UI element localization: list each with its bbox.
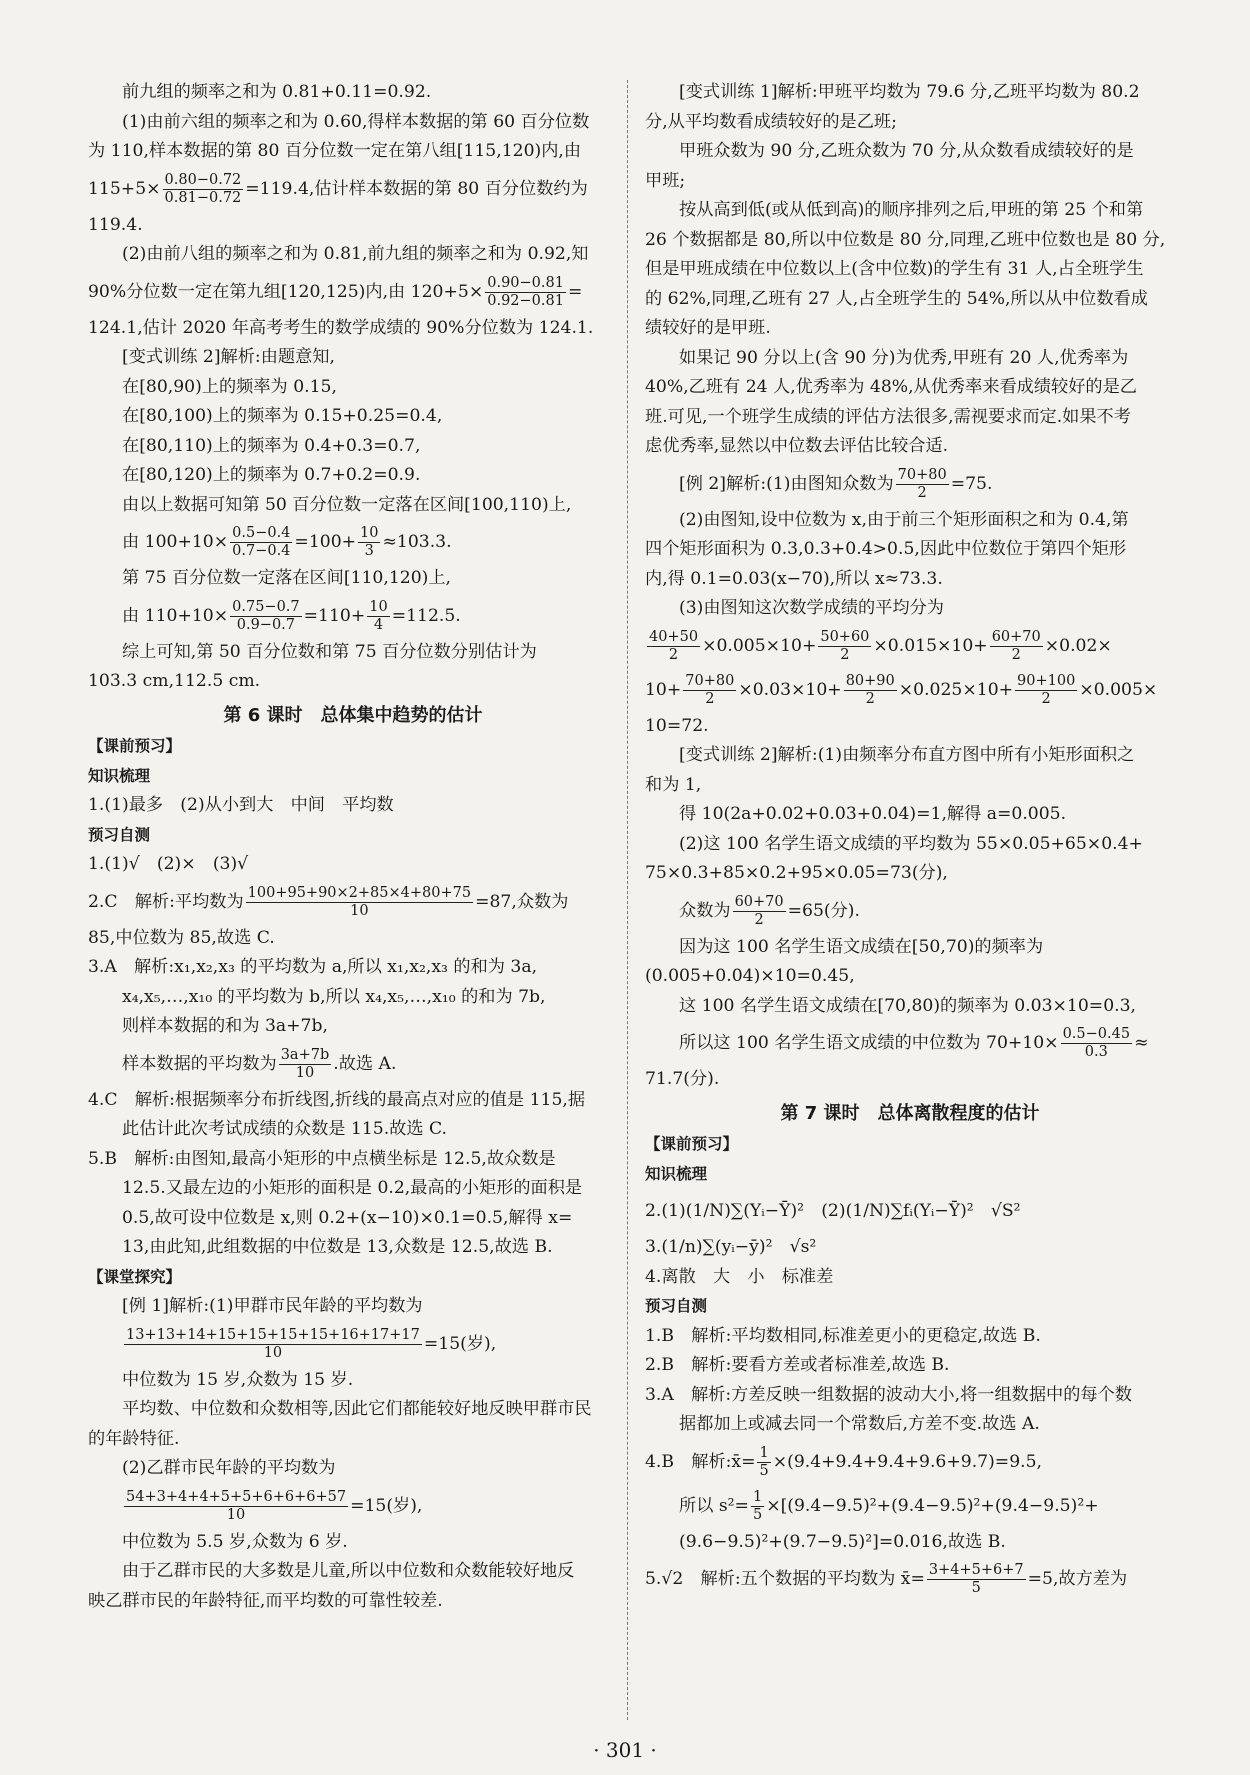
text-line: 85,中位数为 85,故选 C.: [88, 927, 275, 948]
text: 2.C 解析:平均数为: [88, 891, 244, 912]
text: 所以 s²=: [679, 1495, 749, 1516]
text-line: 的年龄特征.: [88, 1428, 180, 1449]
text-line: 但是甲班成绩在中位数以上(含中位数)的学生有 31 人,占全班学生: [645, 259, 1144, 279]
text: =15(岁),: [350, 1495, 423, 1516]
text: =110+: [303, 605, 366, 626]
formula-line: [88, 520, 618, 564]
text-line: (2)这 100 名学生语文成绩的平均数为 55×0.05+65×0.4+: [679, 833, 1143, 854]
formula-line: [88, 1042, 618, 1086]
text-line: 平均数、中位数和众数相等,因此它们都能较好地反映甲群市民: [122, 1399, 592, 1419]
denominator: 4: [373, 616, 384, 633]
denominator: 2: [668, 646, 679, 663]
text-line: 内,得 0.1=0.03(x−70),所以 x≈73.3.: [645, 568, 943, 589]
text-line: [变式训练 2]解析:(1)由频率分布直方图中所有小矩形面积之: [679, 745, 1135, 765]
text: =: [567, 281, 583, 302]
text: 由 110+10×: [122, 605, 229, 626]
denominator: 5: [752, 1506, 763, 1523]
text-line: 因为这 100 名学生语文成绩在[50,70)的频率为: [679, 936, 1044, 957]
text-line: 在[80,90)上的频率为 0.15,: [122, 376, 337, 397]
formula-line: [645, 668, 1175, 712]
text: =119.4,估计样本数据的第 80 百分位数约为: [245, 178, 588, 199]
text: [例 2]解析:(1)由图知众数为: [679, 473, 894, 494]
numerator: 90+100: [1017, 672, 1076, 689]
text-line: 3.A 解析:x₁,x₂,x₃ 的平均数为 a,所以 x₁,x₂,x₃ 的和为 3a,: [88, 957, 538, 977]
numerator: 0.90−0.81: [487, 274, 564, 291]
numerator: 60+70: [991, 628, 1041, 645]
denominator: 0.7−0.4: [232, 543, 291, 559]
numerator: 70+80: [897, 466, 947, 483]
text-line: 13,由此知,此组数据的中位数是 13,众数是 12.5,故选 B.: [122, 1237, 553, 1257]
fraction: [818, 629, 871, 664]
fraction: [927, 1562, 1026, 1597]
fraction: [279, 1047, 332, 1082]
text: ×0.02×: [1044, 635, 1112, 656]
text-line: (2)由图知,设中位数为 x,由于前三个矩形面积之和为 0.4,第: [679, 509, 1129, 530]
text-line: 中位数为 5.5 岁,众数为 6 岁.: [122, 1531, 348, 1552]
denominator: 2: [754, 911, 764, 928]
section-title: 第 7 课时 总体离散程度的估计: [780, 1102, 1040, 1124]
text-line: 26 个数据都是 80,所以中位数是 80 分,同理,乙班中位数也是 80 分,: [645, 229, 1166, 250]
numerator: 50+60: [820, 628, 870, 645]
fraction: [844, 673, 897, 708]
fraction: [358, 525, 380, 560]
sub-heading: 知识梳理: [645, 1164, 708, 1183]
text: ×0.025×10+: [898, 679, 1014, 700]
text-line: (2)乙群市民年龄的平均数为: [122, 1458, 336, 1478]
text: ×0.005×10+: [702, 635, 817, 656]
fraction: [230, 525, 292, 560]
denominator: 2: [1041, 690, 1051, 707]
text-line: 3.(1/n)∑(yᵢ−ȳ)² √s²: [645, 1237, 817, 1257]
text: 90%分位数一定在第九组[120,125)内,由 120+5×: [88, 281, 484, 302]
text-line: 3.A 解析:方差反映一组数据的波动大小,将一组数据中的每个数: [645, 1384, 1132, 1405]
formula-line: [645, 1484, 1175, 1528]
text-line: 75×0.3+85×0.2+95×0.05=73(分),: [645, 863, 948, 883]
numerator: 100+95+90×2+85×4+80+75: [247, 884, 472, 901]
fraction: [124, 1327, 422, 1362]
fraction: [1061, 1026, 1133, 1061]
formula-line: [645, 1557, 1175, 1601]
denominator: 2: [1011, 646, 1021, 663]
text-line: 四个矩形面积为 0.3,0.3+0.4>0.5,因此中位数位于第四个矩形: [645, 539, 1127, 559]
text: 115+5×: [88, 178, 161, 199]
numerator: 60+70: [734, 893, 784, 910]
numerator: 1: [759, 1444, 769, 1461]
section-heading: 【课前预习】: [88, 737, 182, 755]
text: =75.: [950, 473, 993, 494]
text-line: 前九组的频率之和为 0.81+0.11=0.92.: [122, 82, 432, 102]
denominator: 10: [350, 902, 369, 919]
text-line: 甲班众数为 90 分,乙班众数为 70 分,从众数看成绩较好的是: [679, 141, 1134, 161]
numerator: 3+4+5+6+7: [928, 1562, 1024, 1578]
denominator: 0.81−0.72: [164, 189, 242, 206]
denominator: 5: [971, 1580, 981, 1596]
text-line: 此估计此次考试成绩的众数是 115.故选 C.: [122, 1119, 448, 1139]
fraction: [683, 673, 736, 708]
numerator: 3a+7b: [280, 1046, 330, 1063]
text-line: 则样本数据的和为 3a+7b,: [122, 1016, 328, 1036]
text: 4.B 解析:x̄=: [645, 1451, 756, 1472]
fraction: [1015, 673, 1077, 708]
text-line: 124.1,估计 2020 年高考考生的数学成绩的 90%分位数为 124.1.: [88, 317, 594, 338]
numerator: 70+80: [685, 672, 735, 689]
numerator: 10: [369, 598, 388, 615]
formula-line: [88, 167, 618, 211]
text-line: 2.(1)(1/N)∑(Yᵢ−Ȳ)² (2)(1/N)∑fᵢ(Yᵢ−Ȳ)² √S²: [645, 1201, 1021, 1221]
text-line: 5.B 解析:由图知,最高小矩形的中点横坐标是 12.5,故众数是: [88, 1148, 556, 1169]
fraction: [367, 599, 389, 634]
numerator: 80+90: [845, 672, 895, 689]
sub-heading: 预习自测: [645, 1297, 708, 1315]
numerator: 0.75−0.7: [232, 598, 300, 615]
text: ×0.015×10+: [873, 635, 988, 656]
text: .故选 A.: [333, 1053, 397, 1074]
fraction: [896, 467, 949, 502]
formula-line: [645, 1440, 1175, 1484]
text-line: 由于乙群市民的大多数是儿童,所以中位数和众数能较好地反: [122, 1561, 575, 1581]
text-line: 的 62%,同理,乙班有 27 人,占全班学生的 54%,所以从中位数看成: [645, 288, 1148, 309]
denominator: 0.9−0.7: [236, 616, 296, 633]
sub-heading: 预习自测: [88, 825, 151, 844]
fraction: [485, 275, 566, 310]
text: ≈: [1134, 1033, 1149, 1053]
text-line: x₄,x₅,…,x₁₀ 的平均数为 b,所以 x₄,x₅,…,x₁₀ 的和为 7b,: [122, 986, 546, 1007]
formula-line: [645, 462, 1175, 506]
text-line: 2.B 解析:要看方差或者标准差,故选 B.: [645, 1355, 950, 1375]
text-line: [变式训练 2]解析:由题意知,: [122, 347, 335, 367]
text: ×[(9.4−9.5)²+(9.4−9.5)²+(9.4−9.5)²+: [766, 1495, 1099, 1516]
text: 样本数据的平均数为: [122, 1053, 277, 1074]
text-line: 映乙群市民的年龄特征,而平均数的可靠性较差.: [88, 1590, 443, 1611]
text: 10+: [645, 679, 682, 700]
text-line: 1.(1)√ (2)× (3)√: [88, 854, 249, 874]
numerator: 13+13+14+15+15+15+15+16+17+17: [126, 1326, 420, 1343]
denominator: 0.3: [1084, 1044, 1108, 1060]
text: =5,故方差为: [1027, 1569, 1128, 1589]
text-line: 由以上数据可知第 50 百分位数一定落在区间[100,110)上,: [122, 494, 572, 515]
text-line: 119.4.: [88, 214, 143, 235]
fraction: [647, 629, 700, 664]
denominator: 3: [364, 543, 374, 559]
numerator: 0.80−0.72: [164, 171, 242, 188]
text-line: (2)由前八组的频率之和为 0.81,前九组的频率之和为 0.92,知: [122, 244, 589, 264]
text-line: 综上可知,第 50 百分位数和第 75 百分位数分别估计为: [122, 641, 537, 662]
formula-line: [88, 270, 618, 314]
text-line: 班.可见,一个班学生成绩的评估方法很多,需视要求而定.如果不考: [645, 406, 1131, 427]
formula-line: [88, 594, 618, 638]
fraction: [733, 894, 786, 929]
text-line: 和为 1,: [645, 774, 702, 795]
text-line: 1.(1)最多 (2)从小到大 中间 平均数: [88, 795, 394, 815]
section-heading: 【课前预习】: [645, 1135, 739, 1153]
denominator: 5: [759, 1462, 769, 1479]
text-line: (1)由前六组的频率之和为 0.60,得样本数据的第 60 百分位数: [122, 111, 590, 132]
text: =15(岁),: [423, 1333, 497, 1354]
formula-line: [88, 1484, 618, 1528]
text-line: 绩较好的是甲班.: [645, 318, 771, 338]
text: ≈103.3.: [382, 532, 452, 552]
left-column: [88, 78, 618, 1616]
formula-line: [645, 1021, 1175, 1065]
fraction: [990, 629, 1043, 664]
text: ×(9.4+9.4+9.4+9.6+9.7)=9.5,: [772, 1451, 1043, 1472]
denominator: 2: [840, 646, 850, 663]
text-line: 中位数为 15 岁,众数为 15 岁.: [122, 1369, 354, 1390]
fraction: [751, 1489, 764, 1524]
text-line: 103.3 cm,112.5 cm.: [88, 671, 261, 691]
text-line: 第 75 百分位数一定落在区间[110,120)上,: [122, 568, 451, 588]
text-line: 据都加上或减去同一个常数后,方差不变.故选 A.: [679, 1414, 1040, 1434]
text-line: 4.离散 大 小 标准差: [645, 1266, 834, 1287]
text-line: 在[80,100)上的频率为 0.15+0.25=0.4,: [122, 406, 443, 426]
denominator: 2: [865, 690, 875, 707]
numerator: 0.5−0.45: [1062, 1026, 1131, 1042]
text-line: 虑优秀率,显然以中位数去评估比较合适.: [645, 436, 949, 456]
fraction: [163, 172, 244, 207]
formula-line: [645, 624, 1175, 668]
numerator: 10: [360, 525, 379, 541]
sub-heading: 知识梳理: [88, 766, 151, 785]
fraction: [124, 1489, 348, 1524]
text-line: 在[80,120)上的频率为 0.7+0.2=0.9.: [122, 465, 421, 485]
text: ×0.03×10+: [738, 679, 842, 700]
text-line: 4.C 解析:根据频率分布折线图,折线的最高点对应的值是 115,据: [88, 1089, 586, 1110]
text: =65(分).: [787, 900, 860, 921]
formula-line: [645, 889, 1175, 933]
right-column: [645, 78, 1175, 1601]
text-line: 1.B 解析:平均数相同,标准差更小的更稳定,故选 B.: [645, 1325, 1041, 1346]
denominator: 10: [263, 1344, 283, 1361]
text: 5.√2 解析:五个数据的平均数为 x̄=: [645, 1569, 925, 1589]
text-line: 10=72.: [645, 715, 709, 736]
text: =100+: [294, 532, 357, 552]
text-line: 如果记 90 分以上(含 90 分)为优秀,甲班有 20 人,优秀率为: [679, 347, 1129, 368]
text: =112.5.: [391, 605, 461, 626]
text-line: 在[80,110)上的频率为 0.4+0.3=0.7,: [122, 435, 421, 456]
text-line: 分,从平均数看成绩较好的是乙班;: [645, 111, 897, 132]
denominator: 2: [705, 690, 715, 707]
text-line: (9.6−9.5)²+(9.7−9.5)²]=0.016,故选 B.: [679, 1531, 1006, 1552]
formula-line: [88, 1322, 618, 1366]
formula-line: [88, 880, 618, 924]
denominator: 2: [917, 484, 927, 501]
numerator: 40+50: [649, 628, 699, 645]
text-line: 0.5,故可设中位数是 x,则 0.2+(x−10)×0.1=0.5,解得 x=: [122, 1207, 573, 1228]
denominator: 0.92−0.81: [487, 292, 564, 309]
page-number: · 301 ·: [593, 1738, 657, 1762]
fraction: [230, 599, 302, 634]
text: =87,众数为: [475, 891, 569, 912]
text-line: 为 110,样本数据的第 80 百分位数一定在第八组[115,120)内,由: [88, 141, 582, 161]
fraction: [246, 885, 473, 920]
text-line: [变式训练 1]解析:甲班平均数为 79.6 分,乙班平均数为 80.2: [679, 82, 1140, 102]
text-line: (0.005+0.04)×10=0.45,: [645, 966, 855, 986]
text-line: 71.7(分).: [645, 1069, 720, 1089]
section-heading: 【课堂探究】: [88, 1267, 182, 1286]
text: 由 100+10×: [122, 532, 229, 552]
numerator: 0.5−0.4: [232, 525, 291, 541]
text-line: 这 100 名学生语文成绩在[70,80)的频率为 0.03×10=0.3,: [679, 995, 1136, 1016]
text-line: 40%,乙班有 24 人,优秀率为 48%,从优秀率来看成绩较好的是乙: [645, 377, 1137, 397]
fraction: [757, 1445, 770, 1480]
numerator: 54+3+4+4+5+5+6+6+6+57: [126, 1488, 347, 1505]
text: 众数为: [679, 900, 731, 921]
text-line: (3)由图知这次数学成绩的平均分为: [679, 598, 944, 618]
text-line: 12.5.又最左边的小矩形的面积是 0.2,最高的小矩形的面积是: [122, 1178, 583, 1198]
denominator: 10: [295, 1064, 315, 1081]
numerator: 1: [752, 1488, 763, 1505]
denominator: 10: [226, 1506, 246, 1523]
text-line: 甲班;: [645, 170, 686, 191]
text-line: 按从高到低(或从低到高)的顺序排列之后,甲班的第 25 个和第: [679, 200, 1144, 220]
text-line: 得 10(2a+0.02+0.03+0.04)=1,解得 a=0.005.: [679, 804, 1067, 824]
text-line: [例 1]解析:(1)甲群市民年龄的平均数为: [122, 1296, 423, 1316]
text: ×0.005×: [1079, 679, 1158, 700]
section-title: 第 6 课时 总体集中趋势的估计: [223, 704, 483, 726]
text: 所以这 100 名学生语文成绩的中位数为 70+10×: [679, 1033, 1059, 1053]
